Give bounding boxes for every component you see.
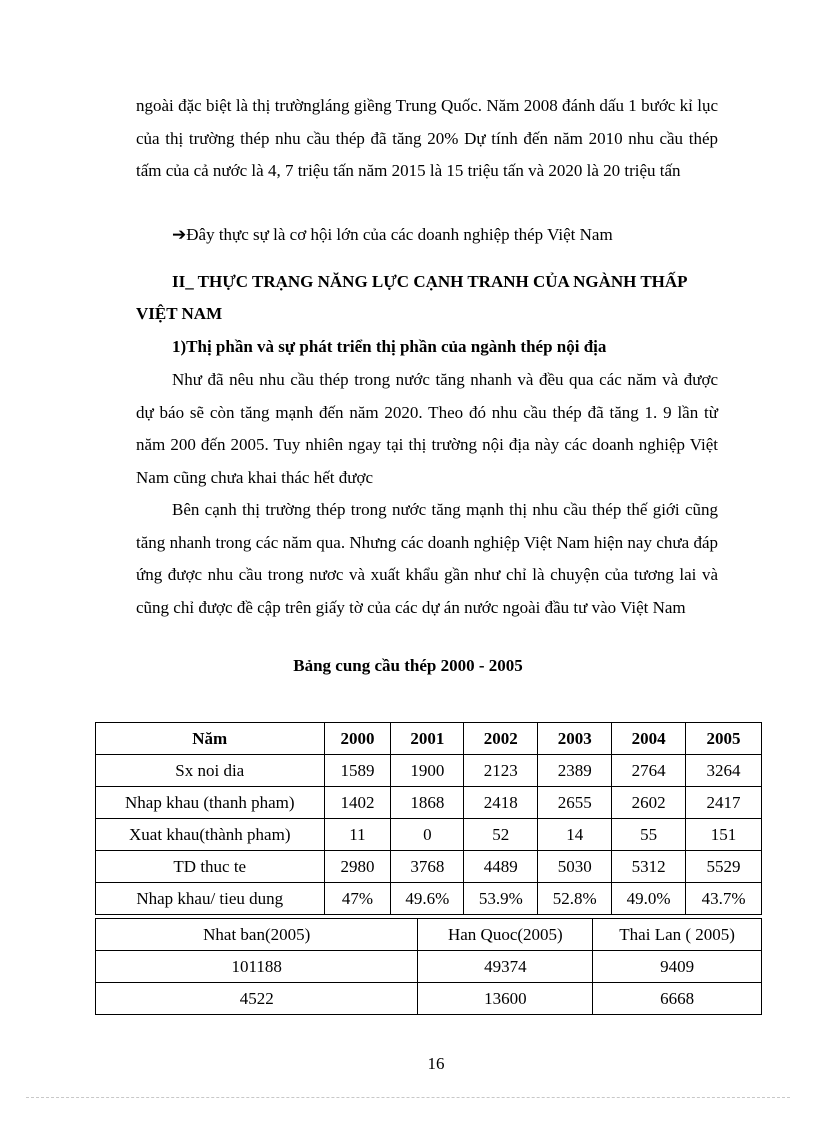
table-cell: 3264 [686, 755, 762, 787]
table-cell: 2418 [464, 787, 538, 819]
table-cell: 1868 [391, 787, 464, 819]
country-comparison-table [95, 918, 762, 1015]
table-caption: Bảng cung cầu thép 2000 - 2005 [293, 656, 523, 675]
table-cell: 6668 [593, 983, 762, 1015]
row-label: Nhap khau/ tieu dung [96, 883, 325, 915]
table-header-row [96, 919, 762, 951]
table-cell: 52.8% [538, 883, 612, 915]
header-cell: Năm [96, 723, 325, 755]
row-label: TD thuc te [96, 851, 325, 883]
table-row [96, 983, 762, 1015]
table-cell: 2980 [324, 851, 391, 883]
header-cell: 2002 [464, 723, 538, 755]
header-cell: 2005 [686, 723, 762, 755]
table-cell: 49.0% [612, 883, 686, 915]
section-heading: II_ THỰC TRẠNG NĂNG LỰC CẠNH TRANH CỦA NGÀNH THẤP VIỆT NAM [136, 272, 687, 323]
table-cell: 14 [538, 819, 612, 851]
subsection-heading: 1)Thị phần và sự phát triển thị phần của ngành thép nội địa [172, 337, 607, 356]
table-cell: 11 [324, 819, 391, 851]
header-cell: Thai Lan ( 2005) [593, 919, 762, 951]
table-cell: 49374 [418, 951, 593, 983]
table-cell: 4489 [464, 851, 538, 883]
table-cell: 5529 [686, 851, 762, 883]
header-cell: Nhat ban(2005) [96, 919, 418, 951]
table-cell: 13600 [418, 983, 593, 1015]
paragraph-text: Bên cạnh thị trường thép trong nước tăng mạnh thị nhu cầu thép thế giới cũng tăng nhanh trong các năm qua. Nhưng các doanh nghiệp Việt Nam hiện nay chưa đáp ứng được nhu cầu trong nươc và xuất khẩu gần như chỉ là chuyện của tương lai và cũng chỉ được đề cập trên giấy tờ của các dự án nước ngoài đầu tư vào Việt Nam [136, 500, 718, 617]
table-row [96, 787, 762, 819]
table-header-row [96, 723, 762, 755]
paragraph-domestic [136, 364, 718, 494]
table-cell: 2602 [612, 787, 686, 819]
arrow-icon: ➔ [172, 225, 187, 244]
row-label: Xuat khau(thành pham) [96, 819, 325, 851]
conclusion-line [172, 219, 613, 251]
table-row [96, 755, 762, 787]
paragraph-world [136, 494, 718, 624]
table-row [96, 819, 762, 851]
table-cell: 2764 [612, 755, 686, 787]
page-footer-divider [26, 1097, 790, 1098]
table-cell: 43.7% [686, 883, 762, 915]
table-cell: 2389 [538, 755, 612, 787]
table-cell: 52 [464, 819, 538, 851]
table-row [96, 951, 762, 983]
page-number: 16 [427, 1054, 445, 1073]
row-label: Sx noi dia [96, 755, 325, 787]
table-row [96, 851, 762, 883]
table-cell: 9409 [593, 951, 762, 983]
table-cell: 0 [391, 819, 464, 851]
table-cell: 5030 [538, 851, 612, 883]
header-cell: 2001 [391, 723, 464, 755]
table-cell: 2655 [538, 787, 612, 819]
header-cell: 2000 [324, 723, 391, 755]
header-cell: Han Quoc(2005) [418, 919, 593, 951]
paragraph-text: Như đã nêu nhu cầu thép trong nước tăng nhanh và đều qua các năm và được dự báo sẽ còn tăng mạnh đến năm 2020. Theo đó nhu cầu thép đã tăng 1. 9 lần từ năm 200 đến 2005. Tuy nhiên ngay tại thị trường nội địa này các doanh nghiệp Việt Nam cũng chưa khai thác hết được [136, 370, 718, 487]
table-cell: 1402 [324, 787, 391, 819]
header-cell: 2004 [612, 723, 686, 755]
paragraph-text: ngoài đặc biệt là thị trườngláng giềng Trung Quốc. Năm 2008 đánh dấu 1 bước kỉ lục của thị trường thép nhu cầu thép đã tăng 20% Dự tính đến năm 2010 nhu cầu thép tấm của cả nước là 4, 7 triệu tấn năm 2015 là 15 triệu tấn và 2020 là 20 triệu tấn [136, 96, 718, 180]
conclusion-text: Đây thực sự là cơ hội lớn của các doanh nghiệp thép Việt Nam [186, 225, 613, 244]
row-label: Nhap khau (thanh pham) [96, 787, 325, 819]
supply-demand-table [95, 722, 762, 915]
table-cell: 47% [324, 883, 391, 915]
table-cell: 1900 [391, 755, 464, 787]
table-cell: 5312 [612, 851, 686, 883]
table-cell: 55 [612, 819, 686, 851]
header-cell: 2003 [538, 723, 612, 755]
table-cell: 101188 [96, 951, 418, 983]
paragraph-market [136, 90, 718, 188]
table-cell: 49.6% [391, 883, 464, 915]
table-cell: 151 [686, 819, 762, 851]
table-cell: 53.9% [464, 883, 538, 915]
table-cell: 2417 [686, 787, 762, 819]
table-cell: 2123 [464, 755, 538, 787]
table-cell: 1589 [324, 755, 391, 787]
table-cell: 3768 [391, 851, 464, 883]
table-cell: 4522 [96, 983, 418, 1015]
table-row [96, 883, 762, 915]
